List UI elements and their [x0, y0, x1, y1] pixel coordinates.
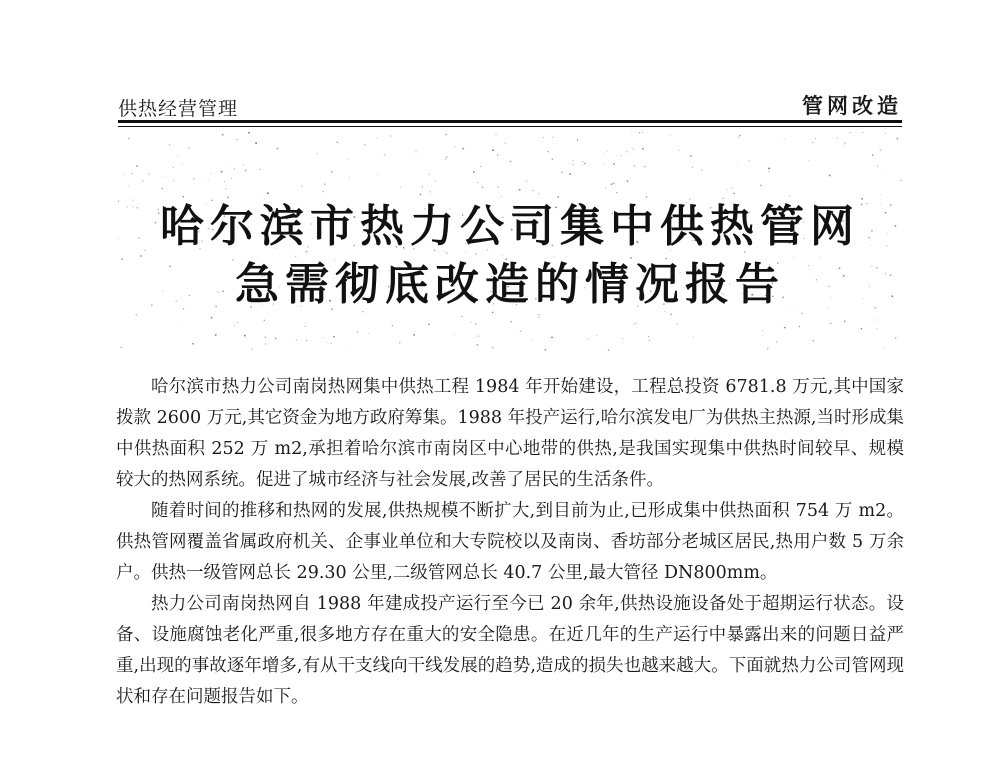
- speckle-dot: [737, 162, 738, 163]
- speckle-dot: [317, 153, 318, 154]
- speckle-dot: [193, 178, 195, 180]
- speckle-dot: [142, 180, 144, 182]
- speckle-dot: [336, 141, 338, 143]
- speckle-dot: [768, 171, 769, 172]
- speckle-dot: [731, 187, 732, 188]
- speckle-dot: [377, 138, 378, 139]
- speckle-dot: [862, 132, 863, 133]
- speckle-dot: [192, 343, 194, 345]
- speckle-dot: [445, 134, 447, 136]
- title-block: [118, 132, 902, 352]
- speckle-dot: [670, 135, 671, 136]
- speckle-dot: [642, 132, 643, 133]
- speckle-dot: [679, 150, 680, 151]
- speckle-dot: [812, 142, 814, 144]
- speckle-dot: [883, 348, 884, 349]
- speckle-dot: [603, 153, 604, 154]
- speckle-dot: [577, 139, 578, 140]
- speckle-dot: [876, 328, 877, 329]
- speckle-dot: [830, 323, 831, 324]
- speckle-dot: [331, 343, 332, 344]
- speckle-dot: [605, 187, 606, 188]
- speckle-dot: [690, 155, 692, 157]
- speckle-dot: [551, 337, 553, 339]
- speckle-dot: [634, 165, 636, 167]
- speckle-dot: [611, 183, 613, 185]
- speckle-dot: [760, 185, 762, 187]
- speckle-dot: [399, 342, 400, 343]
- section-label: 供热经营管理: [118, 98, 239, 120]
- speckle-dot: [801, 313, 802, 314]
- running-header: [118, 90, 902, 120]
- speckle-dot: [552, 137, 553, 138]
- speckle-dot: [120, 347, 122, 349]
- speckle-dot: [323, 338, 324, 339]
- speckle-dot: [526, 181, 527, 182]
- speckle-dot: [872, 154, 873, 155]
- speckle-dot: [446, 157, 448, 159]
- speckle-dot: [510, 321, 512, 323]
- speckle-dot: [762, 330, 763, 331]
- speckle-dot: [510, 160, 512, 162]
- speckle-dot: [738, 137, 739, 138]
- speckle-dot: [259, 169, 261, 171]
- speckle-dot: [572, 160, 573, 161]
- speckle-dot: [188, 148, 190, 150]
- speckle-dot: [837, 138, 838, 139]
- article-body: [116, 372, 904, 713]
- speckle-dot: [476, 344, 478, 346]
- speckle-dot: [324, 183, 326, 185]
- speckle-dot: [169, 144, 170, 145]
- speckle-dot: [633, 148, 634, 149]
- speckle-dot: [844, 145, 845, 146]
- speckle-dot: [265, 336, 267, 338]
- speckle-dot: [245, 170, 247, 172]
- speckle-dot: [701, 169, 703, 171]
- speckle-dot: [454, 334, 455, 335]
- speckle-dot: [749, 160, 750, 161]
- speckle-dot: [573, 164, 574, 165]
- speckle-dot: [390, 135, 391, 136]
- speckle-dot: [648, 336, 649, 337]
- title-line-1: 哈尔滨市热力公司集中供热管网: [160, 201, 860, 252]
- speckle-dot: [808, 160, 809, 161]
- header-rule-thick: [118, 120, 902, 123]
- speckle-dot: [767, 348, 769, 350]
- speckle-dot: [264, 320, 265, 321]
- speckle-dot: [497, 186, 498, 187]
- speckle-dot: [222, 134, 224, 136]
- speckle-dot: [234, 168, 235, 169]
- speckle-dot: [296, 339, 297, 340]
- speckle-dot: [543, 137, 544, 138]
- speckle-dot: [547, 151, 549, 153]
- speckle-dot: [347, 159, 348, 160]
- speckle-dot: [136, 165, 138, 167]
- speckle-dot: [331, 171, 333, 173]
- speckle-dot: [123, 174, 124, 175]
- speckle-dot: [455, 146, 456, 147]
- speckle-dot: [670, 313, 672, 315]
- speckle-dot: [692, 167, 693, 168]
- speckle-dot: [435, 180, 436, 181]
- speckle-dot: [776, 341, 777, 342]
- header-rule-thin: [118, 126, 902, 127]
- speckle-dot: [850, 132, 851, 133]
- speckle-dot: [584, 163, 586, 165]
- speckle-dot: [561, 171, 563, 173]
- speckle-dot: [642, 148, 644, 150]
- speckle-dot: [428, 324, 430, 326]
- speckle-dot: [596, 335, 597, 336]
- speckle-dot: [162, 188, 163, 189]
- speckle-dot: [880, 149, 882, 151]
- speckle-dot: [497, 154, 498, 155]
- speckle-dot: [357, 331, 359, 333]
- speckle-dot: [621, 155, 622, 156]
- speckle-dot: [162, 176, 163, 177]
- speckle-dot: [333, 336, 335, 338]
- speckle-dot: [478, 335, 480, 337]
- speckle-dot: [445, 159, 446, 160]
- speckle-dot: [392, 325, 394, 327]
- speckle-dot: [237, 322, 238, 323]
- speckle-dot: [882, 171, 883, 172]
- speckle-dot: [473, 171, 475, 173]
- speckle-dot: [210, 173, 211, 174]
- speckle-dot: [306, 340, 307, 341]
- speckle-dot: [182, 163, 183, 164]
- speckle-dot: [221, 171, 223, 173]
- speckle-dot: [603, 163, 604, 164]
- speckle-dot: [739, 135, 741, 137]
- speckle-dot: [878, 320, 879, 321]
- speckle-dot: [368, 333, 369, 334]
- speckle-dot: [255, 142, 257, 144]
- speckle-dot: [415, 151, 416, 152]
- speckle-dot: [768, 167, 770, 169]
- speckle-dot: [505, 143, 506, 144]
- speckle-dot: [136, 314, 137, 315]
- column-label: 管网改造: [802, 93, 902, 118]
- speckle-dot: [895, 337, 896, 338]
- speckle-dot: [532, 339, 533, 340]
- speckle-dot: [475, 323, 477, 325]
- speckle-dot: [250, 140, 251, 141]
- speckle-dot: [422, 186, 423, 187]
- speckle-dot: [248, 132, 250, 134]
- speckle-dot: [784, 327, 786, 329]
- speckle-dot: [413, 334, 415, 336]
- speckle-dot: [677, 323, 678, 324]
- speckle-dot: [784, 138, 785, 139]
- speckle-dot: [384, 154, 386, 156]
- speckle-dot: [231, 178, 232, 179]
- speckle-dot: [885, 133, 886, 134]
- speckle-dot: [613, 182, 615, 184]
- speckle-dot: [208, 180, 209, 181]
- speckle-dot: [844, 142, 846, 144]
- speckle-dot: [813, 340, 814, 341]
- speckle-dot: [583, 161, 584, 162]
- speckle-dot: [234, 325, 235, 326]
- speckle-dot: [236, 139, 237, 140]
- speckle-dot: [327, 342, 328, 343]
- speckle-dot: [477, 182, 478, 183]
- speckle-dot: [492, 149, 494, 151]
- speckle-dot: [520, 330, 522, 332]
- speckle-dot: [470, 321, 471, 322]
- speckle-dot: [275, 337, 277, 339]
- speckle-dot: [482, 186, 484, 188]
- speckle-dot: [626, 151, 627, 152]
- speckle-dot: [348, 351, 349, 352]
- paragraph-2: 随着时间的推移和热网的发展,供热规模不断扩大,到目前为止,已形成集中供热面积 754 万 m2。供热管网覆盖省属政府机关、企事业单位和大专院校以及南岗、香坊部分老城区居民,热用户数 5 万余户。供热一级管网总长 29.30 公里,二级管网总长 40.7 公里,最大管径 DN800mm。: [116, 501, 904, 583]
- speckle-dot: [607, 150, 608, 151]
- speckle-dot: [243, 164, 244, 165]
- speckle-dot: [251, 348, 252, 349]
- speckle-dot: [608, 349, 610, 351]
- speckle-dot: [622, 338, 623, 339]
- speckle-dot: [131, 173, 132, 174]
- speckle-dot: [378, 174, 379, 175]
- speckle-dot: [304, 326, 305, 327]
- speckle-dot: [173, 180, 174, 181]
- speckle-dot: [480, 166, 481, 167]
- speckle-dot: [224, 181, 225, 182]
- speckle-dot: [462, 148, 464, 150]
- speckle-dot: [799, 326, 801, 328]
- speckle-dot: [276, 148, 278, 150]
- speckle-dot: [173, 167, 174, 168]
- speckle-dot: [635, 323, 636, 324]
- speckle-dot: [588, 338, 589, 339]
- speckle-dot: [644, 166, 645, 167]
- speckle-dot: [128, 186, 129, 187]
- speckle-dot: [844, 320, 846, 322]
- speckle-dot: [148, 174, 150, 176]
- speckle-dot: [829, 174, 831, 176]
- speckle-dot: [900, 180, 901, 181]
- speckle-dot: [613, 163, 615, 165]
- paragraph-1: 哈尔滨市热力公司南岗热网集中供热工程 1984 年开始建设，工程总投资 6781.8 万元,其中国家拨款 2600 万元,其它资金为地方政府筹集。1988 年投产运行,哈尔滨发电厂为供热主热源,当时形成集中供热面积 252 万 m2,承担着哈尔滨市南岗区中心地带的供热,是我国实现集中供热时间较早、规模较大的热网系统。促进了城市经济与社会发展,改善了居民的生活条件。: [116, 377, 904, 490]
- speckle-dot: [227, 168, 228, 169]
- title-line-2: 急需彻底改造的情况报告: [235, 259, 785, 310]
- speckle-dot: [627, 180, 629, 182]
- speckle-dot: [301, 186, 302, 187]
- speckle-dot: [569, 173, 571, 175]
- speckle-dot: [364, 144, 366, 146]
- speckle-dot: [400, 187, 401, 188]
- paragraph-3: 热力公司南岗热网自 1988 年建成投产运行至今已 20 余年,供热设施设备处于超期运行状态。设备、设施腐蚀老化严重,很多地方存在重大的安全隐患。在近几年的生产运行中暴露出来的问题日益严重,出现的事故逐年增多,有从干支线向干线发展的趋势,造成的损失也越来越大。下面就热力公司管网现状和存在问题报告如下。: [116, 594, 904, 707]
- speckle-dot: [178, 325, 179, 326]
- speckle-dot: [896, 138, 898, 140]
- speckle-dot: [496, 134, 497, 135]
- speckle-dot: [861, 328, 863, 330]
- speckle-dot: [693, 337, 694, 338]
- speckle-dot: [633, 324, 634, 325]
- speckle-dot: [815, 138, 816, 139]
- speckle-dot: [211, 317, 213, 319]
- speckle-dot: [349, 177, 350, 178]
- speckle-dot: [545, 349, 547, 351]
- speckle-dot: [639, 132, 640, 133]
- speckle-dot: [649, 340, 650, 341]
- speckle-dot: [631, 133, 632, 134]
- speckle-dot: [538, 314, 540, 316]
- speckle-dot: [215, 334, 217, 336]
- speckle-dot: [128, 138, 129, 139]
- speckle-dot: [552, 158, 554, 160]
- speckle-dot: [538, 317, 539, 318]
- speckle-dot: [177, 156, 178, 157]
- speckle-dot: [877, 166, 878, 167]
- speckle-dot: [265, 343, 266, 344]
- speckle-dot: [492, 347, 494, 349]
- speckle-dot: [428, 174, 429, 175]
- speckle-dot: [461, 316, 462, 317]
- speckle-dot: [244, 335, 246, 337]
